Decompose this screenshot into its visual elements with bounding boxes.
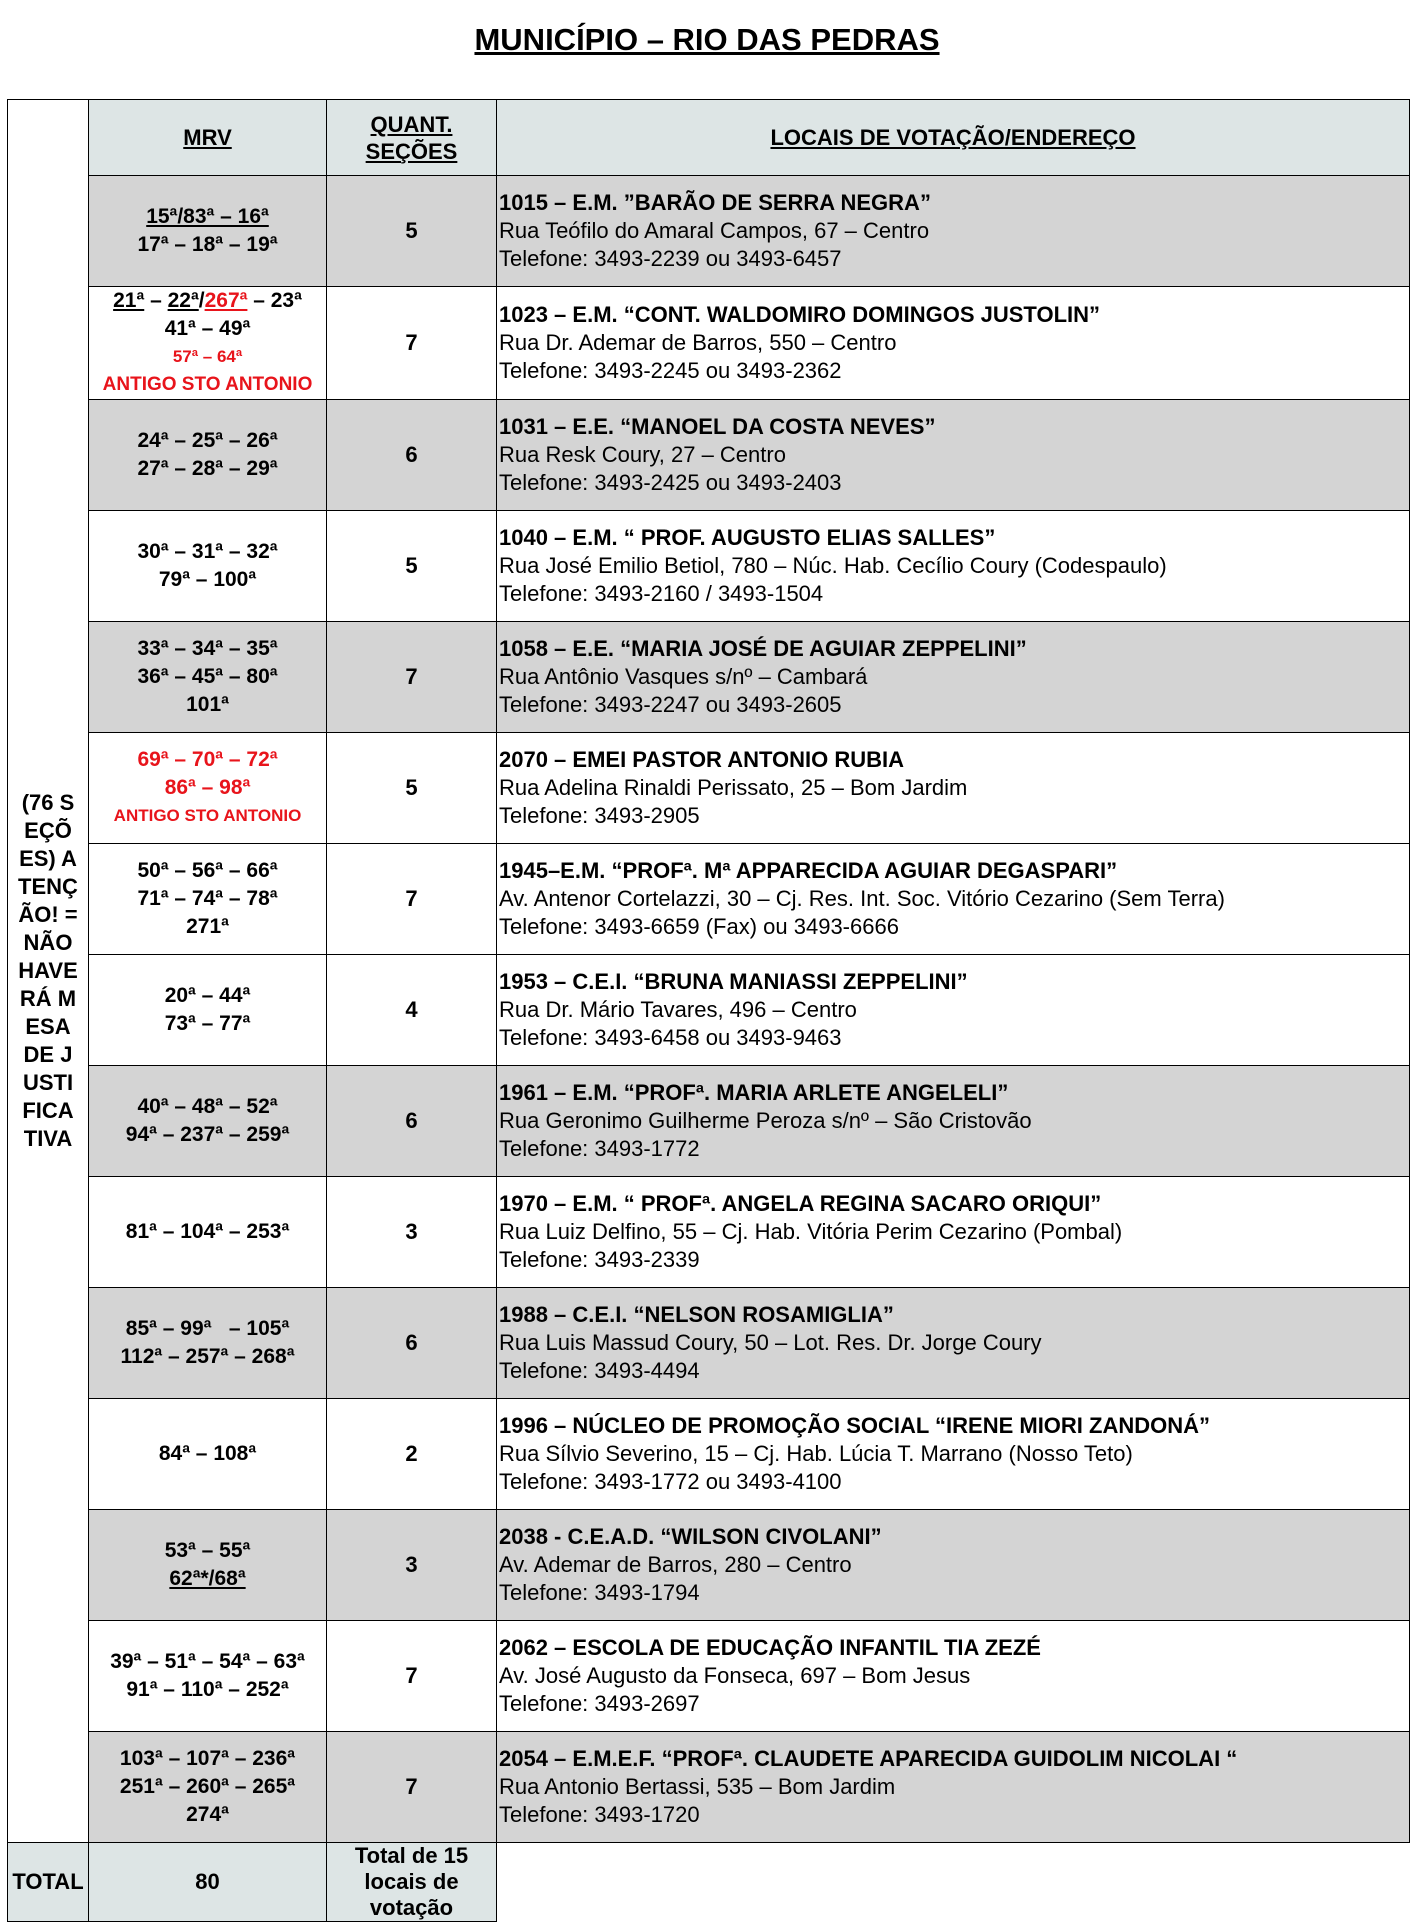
mrv-cell: [89, 622, 327, 733]
total-label: TOTAL: [8, 1843, 89, 1922]
location-name: 2062 – ESCOLA DE EDUCAÇÃO INFANTIL TIA ZEZÉ: [499, 1635, 1041, 1660]
voting-locations-table: [7, 99, 1410, 1922]
location-cell: [497, 287, 1410, 400]
mrv-line: 24ª – 25ª – 26ª: [137, 429, 278, 452]
location-phone: Telefone: 3493-2245 ou 3493-2362: [499, 358, 842, 383]
location-address: Rua Antônio Vasques s/nº – Cambará: [499, 664, 868, 689]
header-row: [8, 100, 1410, 176]
quantity-cell: 5: [327, 511, 497, 622]
location-cell: [497, 733, 1410, 844]
location-name: 1953 – C.E.I. “BRUNA MANIASSI ZEPPELINI”: [499, 969, 968, 994]
mrv-line: 112ª – 257ª – 268ª: [120, 1345, 295, 1368]
location-cell: [497, 176, 1410, 287]
location-cell: [497, 1399, 1410, 1510]
location-cell: [497, 1621, 1410, 1732]
table-row: [8, 844, 1410, 955]
header-mrv: MRV: [89, 100, 327, 176]
location-name: 2038 - C.E.A.D. “WILSON CIVOLANI”: [499, 1524, 882, 1549]
mrv-cell: [89, 1066, 327, 1177]
quantity-cell: 6: [327, 1288, 497, 1399]
location-phone: Telefone: 3493-2247 ou 3493-2605: [499, 692, 842, 717]
location-phone: Telefone: 3493-4494: [499, 1358, 700, 1383]
mrv-line: 274ª: [186, 1803, 229, 1826]
table-row: [8, 511, 1410, 622]
mrv-line: 40ª – 48ª – 52ª: [137, 1095, 278, 1118]
quantity-cell: 7: [327, 1621, 497, 1732]
table-row: [8, 1732, 1410, 1843]
mrv-line: 94ª – 237ª – 259ª: [125, 1123, 290, 1146]
mrv-line-red: 86ª – 98ª: [164, 776, 251, 799]
mrv-cell: [89, 733, 327, 844]
location-phone: Telefone: 3493-6458 ou 3493-9463: [499, 1025, 842, 1050]
mrv-cell: [89, 844, 327, 955]
location-cell: [497, 400, 1410, 511]
mrv-line: 15ª/83ª – 16ª: [146, 205, 269, 228]
mrv-line: 91ª – 110ª – 252ª: [126, 1678, 289, 1701]
mrv-line: 41ª – 49ª: [164, 317, 251, 340]
quantity-cell: 4: [327, 955, 497, 1066]
mrv-part: – 23ª: [247, 289, 302, 312]
mrv-cell: [89, 1177, 327, 1288]
header-quantity-line2: SEÇÕES: [365, 138, 458, 164]
table-row: [8, 955, 1410, 1066]
location-address: Rua Teófilo do Amaral Campos, 67 – Centro: [499, 218, 930, 243]
mrv-line: 36ª – 45ª – 80ª: [137, 665, 278, 688]
location-address: Rua Antonio Bertassi, 535 – Bom Jardim: [499, 1774, 896, 1799]
table-row: [8, 287, 1410, 400]
table-row: [8, 733, 1410, 844]
location-name: 1945–E.M. “PROFª. Mª APPARECIDA AGUIAR DEGASPARI”: [499, 858, 1118, 883]
mrv-line: 53ª – 55ª: [164, 1539, 251, 1562]
mrv-line: 271ª: [186, 915, 229, 938]
location-cell: [497, 511, 1410, 622]
location-address: Av. Ademar de Barros, 280 – Centro: [499, 1552, 852, 1577]
location-address: Rua Dr. Ademar de Barros, 550 – Centro: [499, 330, 897, 355]
mrv-line: 81ª – 104ª – 253ª: [125, 1220, 290, 1243]
mrv-line: 62ª*/68ª: [169, 1567, 246, 1590]
quantity-cell: 7: [327, 622, 497, 733]
location-phone: Telefone: 3493-2697: [499, 1691, 700, 1716]
table-row: [8, 400, 1410, 511]
table-row: [8, 176, 1410, 287]
location-name: 1988 – C.E.I. “NELSON ROSAMIGLIA”: [499, 1302, 894, 1327]
mrv-line: 103ª – 107ª – 236ª: [119, 1747, 296, 1770]
mrv-line: 84ª – 108ª: [158, 1442, 257, 1465]
location-cell: [497, 1732, 1410, 1843]
quantity-cell: 3: [327, 1177, 497, 1288]
location-name: 1058 – E.E. “MARIA JOSÉ DE AGUIAR ZEPPELINI”: [499, 636, 1027, 661]
header-quantity-line1: QUANT.: [370, 111, 453, 137]
mrv-part: 22ª: [167, 289, 199, 312]
mrv-line-red: 69ª – 70ª – 72ª: [137, 748, 278, 771]
mrv-note-red: ANTIGO STO ANTONIO: [102, 374, 313, 395]
location-name: 1961 – E.M. “PROFª. MARIA ARLETE ANGELELI”: [499, 1080, 1009, 1105]
location-name: 1040 – E.M. “ PROF. AUGUSTO ELIAS SALLES”: [499, 525, 996, 550]
mrv-line: 73ª – 77ª: [164, 1012, 251, 1035]
location-address: Rua Resk Coury, 27 – Centro: [499, 442, 786, 467]
table-row: [8, 622, 1410, 733]
location-phone: Telefone: 3493-2425 ou 3493-2403: [499, 470, 842, 495]
location-address: Rua Sílvio Severino, 15 – Cj. Hab. Lúcia T. Marrano (Nosso Teto): [499, 1441, 1133, 1466]
quantity-cell: 2: [327, 1399, 497, 1510]
mrv-line: 85ª – 99ª – 105ª: [125, 1317, 290, 1340]
mrv-line: 101ª: [186, 693, 229, 716]
header-locations: LOCAIS DE VOTAÇÃO/ENDEREÇO: [497, 100, 1410, 176]
location-cell: [497, 1510, 1410, 1621]
location-address: Rua Dr. Mário Tavares, 496 – Centro: [499, 997, 857, 1022]
header-quantity: [327, 100, 497, 176]
mrv-part: /: [198, 289, 205, 312]
location-address: Av. Antenor Cortelazzi, 30 – Cj. Res. Int. Soc. Vitório Cezarino (Sem Terra): [499, 886, 1225, 911]
total-row: [8, 1843, 1410, 1922]
location-phone: Telefone: 3493-1772: [499, 1136, 700, 1161]
location-address: Rua Adelina Rinaldi Perissato, 25 – Bom Jardim: [499, 775, 968, 800]
mrv-cell: [89, 1288, 327, 1399]
mrv-cell: [89, 1399, 327, 1510]
quantity-cell: 6: [327, 1066, 497, 1177]
mrv-line: 251ª – 260ª – 265ª: [119, 1775, 296, 1798]
table-row: [8, 1066, 1410, 1177]
location-cell: [497, 622, 1410, 733]
location-cell: [497, 1066, 1410, 1177]
table-row: [8, 1399, 1410, 1510]
total-summary: Total de 15 locais de votação: [327, 1843, 497, 1922]
location-address: Rua Luiz Delfino, 55 – Cj. Hab. Vitória Perim Cezarino (Pombal): [499, 1219, 1123, 1244]
page-title: MUNICÍPIO – RIO DAS PEDRAS: [474, 22, 940, 57]
mrv-cell: [89, 1621, 327, 1732]
quantity-cell: 7: [327, 844, 497, 955]
mrv-cell: [89, 1510, 327, 1621]
location-name: 1015 – E.M. ”BARÃO DE SERRA NEGRA”: [499, 190, 931, 215]
mrv-line: 39ª – 51ª – 54ª – 63ª: [110, 1650, 305, 1673]
mrv-part: –: [144, 289, 168, 312]
location-name: 2070 – EMEI PASTOR ANTONIO RUBIA: [499, 747, 905, 772]
mrv-cell: [89, 511, 327, 622]
location-phone: Telefone: 3493-2160 / 3493-1504: [499, 581, 824, 606]
location-phone: Telefone: 3493-6659 (Fax) ou 3493-6666: [499, 914, 899, 939]
mrv-part-red: 267ª: [204, 289, 248, 312]
mrv-cell: [89, 176, 327, 287]
mrv-cell: [89, 955, 327, 1066]
mrv-line: [89, 287, 326, 315]
location-cell: [497, 844, 1410, 955]
location-name: 1970 – E.M. “ PROFª. ANGELA REGINA SACARO ORIQUI”: [499, 1191, 1102, 1216]
location-cell: [497, 1288, 1410, 1399]
mrv-cell: [89, 287, 327, 400]
quantity-cell: 5: [327, 733, 497, 844]
mrv-line: 20ª – 44ª: [164, 984, 251, 1007]
quantity-cell: 7: [327, 1732, 497, 1843]
mrv-line: 50ª – 56ª – 66ª: [137, 859, 278, 882]
location-phone: Telefone: 3493-1794: [499, 1580, 700, 1605]
location-cell: [497, 1177, 1410, 1288]
side-note-cell: [8, 100, 89, 1843]
quantity-cell: 7: [327, 287, 497, 400]
mrv-line: 17ª – 18ª – 19ª: [137, 233, 278, 256]
location-address: Rua José Emilio Betiol, 780 – Núc. Hab. Cecílio Coury (Codespaulo): [499, 553, 1167, 578]
location-phone: Telefone: 3493-2905: [499, 803, 700, 828]
location-address: Rua Luis Massud Coury, 50 – Lot. Res. Dr. Jorge Coury: [499, 1330, 1042, 1355]
location-phone: Telefone: 3493-2239 ou 3493-6457: [499, 246, 842, 271]
mrv-line: 27ª – 28ª – 29ª: [137, 457, 278, 480]
table-row: [8, 1288, 1410, 1399]
location-phone: Telefone: 3493-2339: [499, 1247, 700, 1272]
table-row: [8, 1177, 1410, 1288]
location-name: 2054 – E.M.E.F. “PROFª. CLAUDETE APARECIDA GUIDOLIM NICOLAI “: [499, 1746, 1238, 1771]
location-name: 1023 – E.M. “CONT. WALDOMIRO DOMINGOS JUSTOLIN”: [499, 302, 1101, 327]
mrv-line: 30ª – 31ª – 32ª: [137, 540, 278, 563]
mrv-line: 33ª – 34ª – 35ª: [137, 637, 278, 660]
quantity-cell: 3: [327, 1510, 497, 1621]
location-cell: [497, 955, 1410, 1066]
mrv-part: 21ª: [113, 289, 145, 312]
side-note: (76 SEÇÕES) ATENÇÃO! = NÃO HAVERÁ MESA DE JUSTIFICATIVA: [18, 790, 78, 1151]
location-name: 1996 – NÚCLEO DE PROMOÇÃO SOCIAL “IRENE MIORI ZANDONÁ”: [499, 1413, 1211, 1438]
table-row: [8, 1510, 1410, 1621]
location-address: Rua Geronimo Guilherme Peroza s/nº – São Cristovão: [499, 1108, 1032, 1133]
mrv-line: 71ª – 74ª – 78ª: [137, 887, 278, 910]
mrv-cell: [89, 400, 327, 511]
table-row: [8, 1621, 1410, 1732]
mrv-cell: [89, 1732, 327, 1843]
location-phone: Telefone: 3493-1720: [499, 1802, 700, 1827]
mrv-line: 79ª – 100ª: [158, 568, 257, 591]
location-address: Av. José Augusto da Fonseca, 697 – Bom Jesus: [499, 1663, 971, 1688]
mrv-note-red: ANTIGO STO ANTONIO: [113, 806, 302, 825]
location-phone: Telefone: 3493-1772 ou 3493-4100: [499, 1469, 842, 1494]
mrv-line-red: 57ª – 64ª: [172, 347, 243, 366]
total-quantity: 80: [89, 1843, 327, 1922]
quantity-cell: 6: [327, 400, 497, 511]
quantity-cell: 5: [327, 176, 497, 287]
location-name: 1031 – E.E. “MANOEL DA COSTA NEVES”: [499, 414, 936, 439]
